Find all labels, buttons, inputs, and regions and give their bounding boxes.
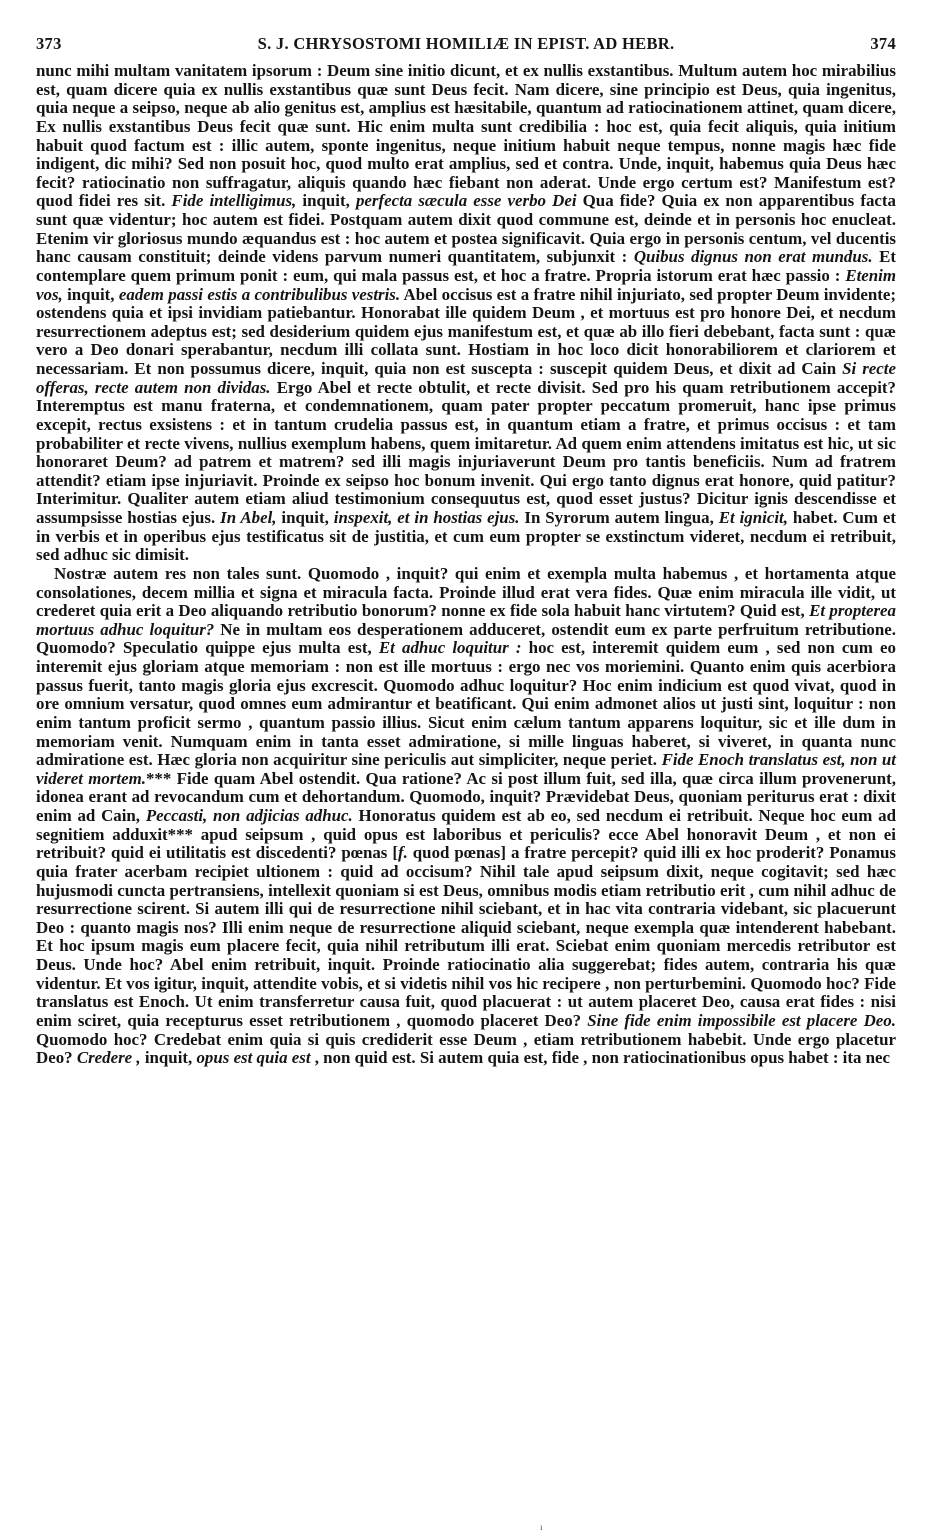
- text-run: nunc mihi multam vanitatem ipsorum : Deum sine initio dicunt, et ex nullis exstantibus. Multum autem hoc mirabilius est, quam dicere quia ex nullis exstantibus quæ sunt Deus fecit. Nam dicere, sine principio est Deus, quia ingenitus, quia neque a seipso, neque ab alio genitus est, amplius est hæsitabile, quantum ad ratiocinationem attinet, quam dicere, Ex nullis exstantibus Deus fecit quæ sunt. Hic enim multa sunt credibilia : hoc est, quia fecit aliquis, quia initium habuit quod factum est : illic autem, sponte ingenitus, neque initium habuit neque tempus, nonne magis hæc fide indigent, dic mihi? Sed non posuit hoc, quod multo erat amplius, sed et contra. Unde, inquit, habemus quia Deus hæc fecit? ratiocinatio non suffragatur, aliquis quando hæc fiebant non aderat. Unde ergo certum est? Manifestum est? quod fidei res sit.: [36, 61, 896, 211]
- italic-quote: opus est quia est: [196, 1048, 311, 1068]
- body-text: [36, 62, 896, 1068]
- italic-quote: inspexit, et in hostias ejus.: [333, 508, 520, 527]
- page-number-left: 373: [36, 34, 62, 53]
- italic-quote: Etenim vos,: [36, 265, 896, 304]
- italic-quote: eadem passi estis a contribulibus vestris.: [118, 284, 401, 304]
- page-number-right: 374: [870, 34, 896, 53]
- italic-quote: Fide intelligimus,: [171, 191, 297, 211]
- text-run: Quomodo hoc? Credebat enim quia si quis crediderit esse Deum , etiam retributionem habebit. Unde ergo placetur Deo?: [36, 1029, 896, 1068]
- text-run: Abel occisus est a fratre nihil injuriato, sed propter Deum invidente; ostendens quia et ipsi invidiam patiebantur. Honorabat ille quidem Deum , et mortuus est pro honore Dei, et necdum resurrectionem adeptus est; sed desiderium quidem ejus manifestum est, et quæ ab illo fieri debebant, facta sunt : quæ vero a Deo donari sperabantur, necdum illi collata sunt. Hostiam in hoc loco dicit honorabiliorem et clariorem et necessariam. Et non possumus dicere, inquit, quia non est suscepta : suscepit quidem Deus, et dixit ad Cain: [36, 284, 896, 378]
- running-head: [36, 34, 896, 58]
- italic-quote: Et adhuc loquitur :: [378, 638, 522, 658]
- italic-quote: f.: [397, 843, 408, 863]
- italic-quote: Fide Enoch translatus est, non ut videret mortem.: [36, 750, 897, 788]
- text-run: habet. Cum et in verbis et in operibus ejus testificatus sit de justitia, et cum eum propter se exstinctum videret, necdum ei retribuit, sed adhuc sic dimisit.: [36, 508, 897, 565]
- italic-quote: Credere ,: [76, 1048, 141, 1068]
- italic-quote: In Abel,: [220, 508, 277, 527]
- paragraph: [36, 62, 896, 565]
- text-run: quod pœnas] a fratre percepit? quid illi ex hoc proderit? Ponamus quia frater acerbam recipiet ultionem : quid ad occisum? Nihil tale apud seipsum dixit, neque cogitavit; sed hæc hujusmodi cuncta pertransiens, intellexit quoniam si est Deus, omnibus modis etiam retributio erit , cum nihil adhuc de resurrectione scirent. Si autem illi qui de resurrectione nihil sciebant, et in hac vita contraria videbant, sic placuerunt Deo : quanto magis nos? Illi enim neque de resurrectione aliquid sciebant, neque exempla quæ intenderent habebant. Et hoc ipsum magis eum placere fecit, quia nihil retributum illi erat. Sciebat enim quoniam mercedis retributor est Deus. Unde hoc? Abel enim retribuit, inquit. Proinde ratiocinatio alia suggerebat; fides autem, contraria his quæ videntur. Et vos igitur, inquit, attendite vobis, et si videtis nihil vos hic recipere , non perturbemini. Quomodo hoc? Fide translatus est Enoch. Ut enim transferretur causa fuit, quod placuerat : ut autem placeret Deo, causa erat fides : nisi enim sciret, quia recepturus esset retributionem , quomodo placeret Deo?: [36, 843, 896, 1030]
- paragraph: [36, 565, 896, 1068]
- italic-quote: Peccasti, non adjicias adhuc.: [145, 806, 353, 825]
- document-page: [36, 0, 896, 1540]
- italic-quote: Quibus dignus non erat mundus.: [633, 247, 873, 267]
- text-run: Et contemplare quem primum ponit : eum, qui mala passus est, et hoc a fratre. Propria istorum erat hæc passio :: [36, 247, 896, 285]
- text-run: Honoratus quidem est ab eo, sed necdum ei retribuit. Neque hoc eum ad segnitiem adduxit*** apud seipsum , quid opus est laboribus et periculis? ecce Abel honoravit Deum , et non ei retribuit? quid ei utilitatis est discedenti? pœnas [: [36, 806, 896, 863]
- italic-quote: Si recte offeras, recte autem non dividas.: [36, 359, 896, 397]
- print-mark: ı: [540, 1522, 543, 1532]
- text-run: inquit,: [62, 284, 119, 304]
- italic-quote: Sine fide enim impossibile est placere Deo.: [587, 1010, 896, 1030]
- text-run: , non quid est. Si autem quia est, fide , non ratiocinationibus opus habet : ita nec: [310, 1048, 891, 1068]
- italic-quote: Et ignicit,: [718, 508, 788, 527]
- text-run: inquit,: [140, 1048, 197, 1068]
- text-run: Nostræ autem res non tales sunt. Quomodo , inquit? qui enim et exempla multa habemus , et hortamenta atque consolationes, decem millia et signa et miracula facta. Proinde illud erat vera fides. Quæ enim miracula ille vidit, ut crederet quia erit a Deo aliquando retributio bonorum? nonne ex fide sola habuit hanc virtutem? Quid est,: [36, 563, 896, 621]
- text-run: hoc est, interemit quidem eum , sed non cum eo interemit ejus gloriam atque memoriam : non est ille mortuus : ergo nec vos moriemini. Quanto enim quis acerbiora passus fuerit, tanto magis gloria ejus excrescit. Quomodo adhuc loquitur? Hoc enim indicium est quod vivat, quod in ore omnium versatur, quod omnes eum admirantur et beatificant. Qui enim admonet alios ut justi sint, loquitur : non enim tantum proficit sermo , quantum passio illius. Sicut enim cælum tantum apparens loquitur, sic et ille dum in memoriam venit. Numquam enim in tanta esset admiratione, si mille linguas haberet, si viveret, in quanta nunc admiratione est. Hæc gloria non acquiritur sine periculis aut simpliciter, neque periet.: [36, 638, 896, 770]
- text-run: inquit,: [276, 508, 334, 527]
- text-run: inquit,: [296, 191, 356, 211]
- text-run: *** Fide quam Abel ostendit. Qua ratione? Ac si post illum fuit, sed illa, quæ circa illum provenerunt, idonea erant ad revocandum cum et dehortandum. Quomodo, inquit? Prævidebat Deus, quoniam periturus erat : dixit enim ad Cain,: [36, 768, 896, 825]
- text-run: Ergo Abel et recte obtulit, et recte divisit. Sed pro his quam retributionem accepit? Interemptus est manu fraterna, et condemnationem, quam pater propter peccatum promeruit, hanc ipse primus excepit, rectus exsistens : et in tantum crudelia passus est, in quantum etiam a fratre, et primus occisus : et tam probabiliter et recte vivens, nullius exemplum habens, quem imitaretur. Ad quem enim attendens imitatus est hic, ut sic honoraret Deum? ad patrem et matrem? sed illi magis injuriaverunt Deum pro tantis beneficiis. Num ad fratrem attendit? etiam ipse injuriavit. Proinde ex seipso hoc bonum invenit. Qui ergo tanto dignus erat honore, quid patitur? Interimitur. Qualiter autem etiam aliud testimonium consequutus est, quod esset justus? Dicitur ignis descendisse et assumpsisse hostias ejus.: [36, 377, 896, 527]
- text-run: Ne in multam eos desperationem adduceret, ostendit eum ex parte perfruitum retributione. Quomodo? Speculatio quippe ejus multa est,: [36, 619, 896, 658]
- italic-quote: perfecta sæcula esse verbo Dei: [355, 191, 577, 211]
- italic-quote: Et propterea mortuus adhuc loquitur?: [36, 601, 896, 639]
- text-run: In Syrorum autem lingua,: [519, 508, 719, 527]
- text-run: Qua fide? Quia ex non apparentibus facta sunt quæ videntur; hoc autem est fidei. Postquam autem dixit quod commune est, deinde et in personis hoc enucleat. Etenim vir gloriosus mundo æquandus est : hoc autem et postea significavit. Quia ergo in personis centum, vel ducentis hanc causam constituit; deinde videns parvum numeri quantitatem, subjunxit :: [36, 191, 896, 267]
- running-title: S. J. CHRYSOSTOMI HOMILIÆ IN EPIST. AD HEBR.: [257, 34, 675, 53]
